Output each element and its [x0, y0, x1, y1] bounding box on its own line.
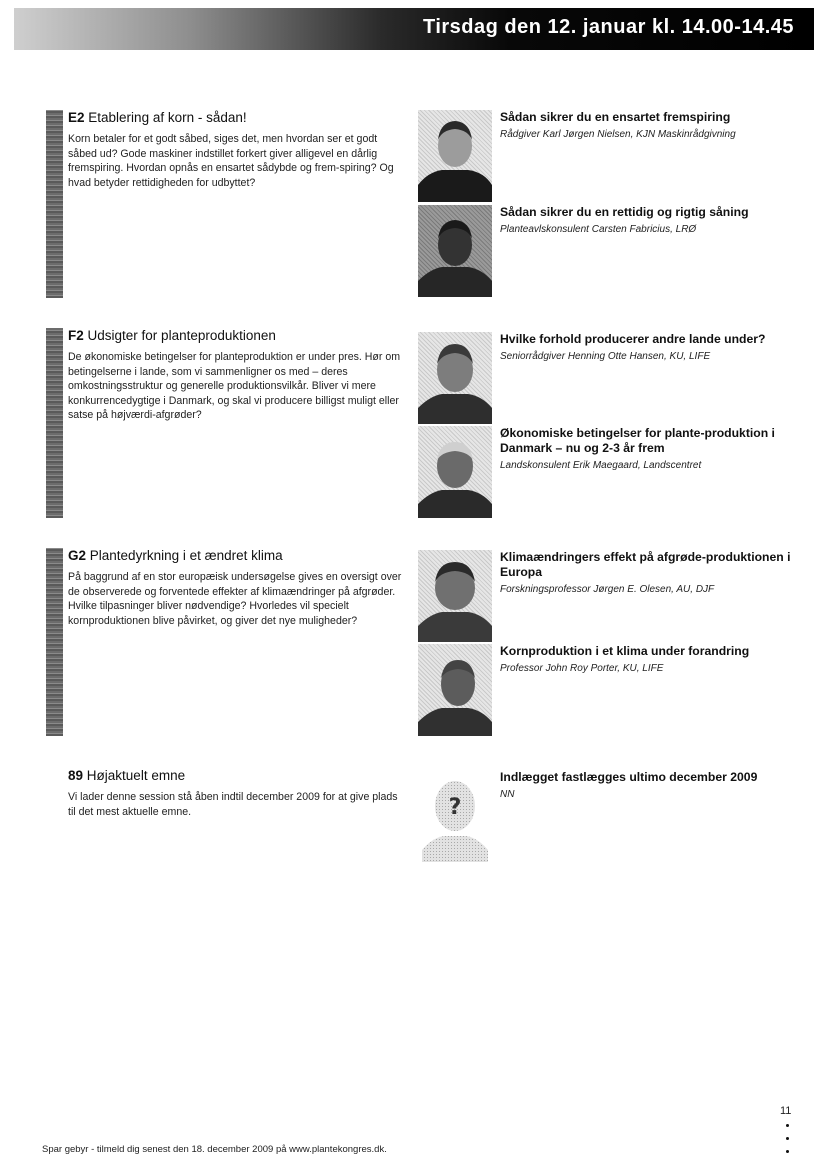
- talk-title: Kornproduktion i et klima under forandring: [500, 644, 750, 658]
- speaker-photo-icon: [418, 110, 492, 202]
- session-description: På baggrund af en stor europæisk undersøgelse gives en oversigt over de observerede og forventede effekter af klimaændringer på afgrøder. Hvilke tilpasninger bliver nødvendige? Hvorledes vil specielt kornproduktionen blive påvirket, og giver det nye muligheder?: [68, 571, 402, 627]
- session-color-bar: [46, 548, 63, 736]
- session-g2: [46, 548, 806, 738]
- session-description: Korn betaler for et godt såbed, siges det, men hvordan ser et godt såbed ud? Gode maskiner indstillet forkert giver alligevel en dårlig fremspiring. Hvordan opnås en ensartet sådybde og frem-spiring? Og hvad betyder rettidigheden for udbyttet?: [68, 133, 394, 189]
- page-header-banner: [14, 8, 814, 50]
- talk-speaker: Professor John Roy Porter, KU, LIFE: [500, 663, 664, 674]
- page-dots-decoration: [786, 1124, 792, 1163]
- question-mark: ?: [448, 795, 462, 820]
- speaker-photo-icon: [418, 550, 492, 642]
- unknown-speaker-photo: [418, 770, 492, 862]
- session-body: [68, 768, 408, 819]
- session-title: Plantedyrkning i et ændret klima: [89, 548, 283, 563]
- session-body: [68, 328, 408, 423]
- talk-text: [500, 770, 800, 801]
- speaker-photo: [418, 644, 492, 736]
- talk-text: [500, 550, 800, 596]
- talk-text: [500, 110, 800, 141]
- session-code: E2: [68, 110, 85, 125]
- talk-item: [418, 644, 808, 736]
- session-e2: [46, 110, 806, 300]
- speaker-photo: [418, 332, 492, 424]
- page-number: 11: [780, 1105, 792, 1117]
- session-heading: [68, 328, 408, 343]
- talk-speaker: NN: [500, 789, 515, 800]
- session-code: G2: [68, 548, 87, 563]
- unknown-speaker-silhouette-icon: [418, 770, 492, 862]
- talk-speaker: Seniorrådgiver Henning Otte Hansen, KU, LIFE: [500, 351, 711, 362]
- page-header-title: Tirsdag den 12. januar kl. 14.00-14.45: [422, 16, 794, 38]
- talk-item: [418, 550, 808, 642]
- session-description: Vi lader denne session stå åben indtil december 2009 for at give plads til det mest aktuelle emne.: [68, 791, 398, 818]
- talk-speaker: Planteavlskonsulent Carsten Fabricius, LRØ: [500, 224, 697, 235]
- session-color-bar: [46, 328, 63, 518]
- session-title: Højaktuelt emne: [86, 768, 186, 783]
- session-heading: [68, 110, 408, 125]
- session-f2: [46, 328, 806, 520]
- talk-title: Sådan sikrer du en ensartet fremspiring: [500, 110, 731, 124]
- talk-text: [500, 205, 800, 236]
- speaker-photo-icon: [418, 644, 492, 736]
- speaker-photo: [418, 205, 492, 297]
- session-heading: [68, 548, 408, 563]
- session-heading: [68, 768, 408, 783]
- talk-text: [500, 426, 800, 472]
- session-color-bar: [46, 110, 63, 298]
- session-title: Udsigter for planteproduktionen: [87, 328, 276, 343]
- talk-item: [418, 426, 808, 518]
- talk-item: [418, 332, 808, 424]
- talk-title: Sådan sikrer du en rettidig og rigtig såning: [500, 205, 749, 219]
- session-code: F2: [68, 328, 84, 343]
- talk-title: Klimaændringers effekt på afgrøde-produktionen i Europa: [500, 550, 791, 579]
- talk-title: Hvilke forhold producerer andre lande under?: [500, 332, 766, 346]
- footer-note: Spar gebyr - tilmeld dig senest den 18. december 2009 på www.plantekongres.dk.: [42, 1144, 387, 1155]
- talk-speaker: Landskonsulent Erik Maegaard, Landscentret: [500, 460, 702, 471]
- talk-item: [418, 770, 808, 862]
- session-title: Etablering af korn - sådan!: [88, 110, 247, 125]
- talk-text: [500, 332, 800, 363]
- talk-title: Økonomiske betingelser for plante-produktion i Danmark – nu og 2-3 år frem: [500, 426, 775, 455]
- speaker-photo: [418, 426, 492, 518]
- session-body: [68, 548, 408, 628]
- speaker-photo-icon: [418, 332, 492, 424]
- session-89: [46, 768, 806, 868]
- talk-speaker: Forskningsprofessor Jørgen E. Olesen, AU, DJF: [500, 584, 715, 595]
- talk-item: [418, 205, 808, 297]
- session-description: De økonomiske betingelser for planteproduktion er under pres. Hør om betingelserne i lande, som vi sammenligner os med – deres omkostningsstruktur og generelle produktionsvilkår. Bliver vi mere konkurrencedygtige i Danmark, og skal vi producere billigst muligt eller satse på højværdi-afgrøder?: [68, 351, 401, 421]
- session-body: [68, 110, 408, 190]
- talk-item: [418, 110, 808, 202]
- speaker-photo: [418, 550, 492, 642]
- speaker-photo-icon: [418, 205, 492, 297]
- talk-text: [500, 644, 800, 675]
- talk-title: Indlægget fastlægges ultimo december 2009: [500, 770, 758, 784]
- session-code: 89: [68, 768, 84, 783]
- speaker-photo: [418, 110, 492, 202]
- talk-speaker: Rådgiver Karl Jørgen Nielsen, KJN Maskinrådgivning: [500, 129, 736, 140]
- speaker-photo-icon: [418, 426, 492, 518]
